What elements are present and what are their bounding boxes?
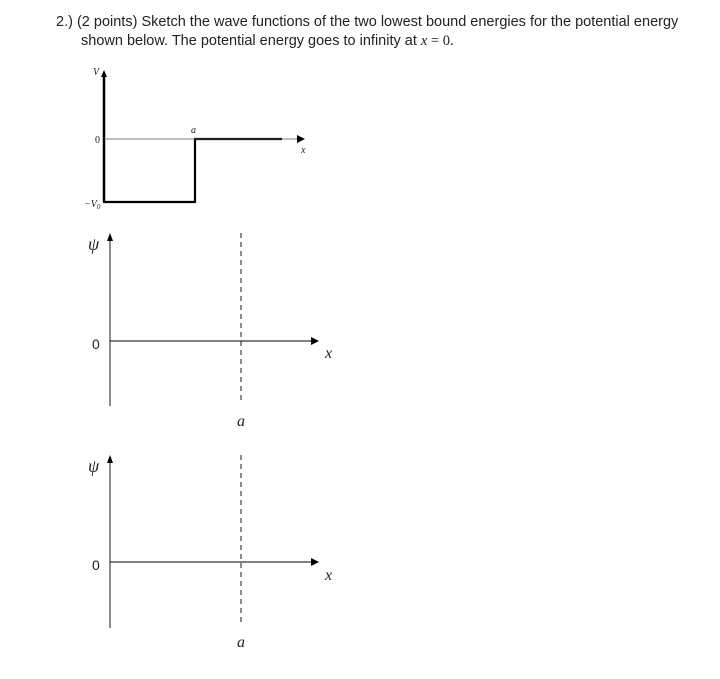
potential-width-label: a xyxy=(191,125,196,136)
psi-plot-2 xyxy=(88,455,332,651)
psi-2-zero-label: 0 xyxy=(92,557,100,573)
psi-1-y-label: ψ xyxy=(88,234,100,254)
condition-end: . xyxy=(450,33,454,49)
potential-x-label: x xyxy=(301,145,306,156)
psi-2-y-label: ψ xyxy=(88,456,100,476)
potential-plot xyxy=(84,67,306,211)
problem-points: (2 points) xyxy=(76,14,138,30)
psi-plot-1 xyxy=(88,233,332,430)
psi-1-width-label: a xyxy=(237,413,245,430)
psi-2-y-arrow-icon xyxy=(107,455,113,463)
condition-zero: 0 xyxy=(442,33,451,49)
potential-y-arrow-icon xyxy=(101,70,107,77)
problem-text-1: Sketch the wave functions of the two lowest bound energies for the potential energy xyxy=(141,14,679,30)
psi-1-zero-label: 0 xyxy=(92,336,100,352)
psi-2-x-label: x xyxy=(325,567,333,584)
potential-y-label: V xyxy=(93,67,100,78)
problem-number: 2.) xyxy=(56,14,73,30)
problem-line-2: shown below. The potential energy goes to infinity at x = 0. xyxy=(81,33,454,49)
psi-1-x-label: x xyxy=(325,345,333,362)
potential-neg-label: $-V_0$ xyxy=(84,199,101,211)
potential-zero-label: 0 xyxy=(95,135,100,146)
problem-text-2: shown below. The potential energy goes to infinity at xyxy=(81,33,421,49)
condition-variable: x xyxy=(420,33,428,49)
psi-2-width-label: a xyxy=(237,634,245,651)
psi-1-y-arrow-icon xyxy=(107,233,113,241)
